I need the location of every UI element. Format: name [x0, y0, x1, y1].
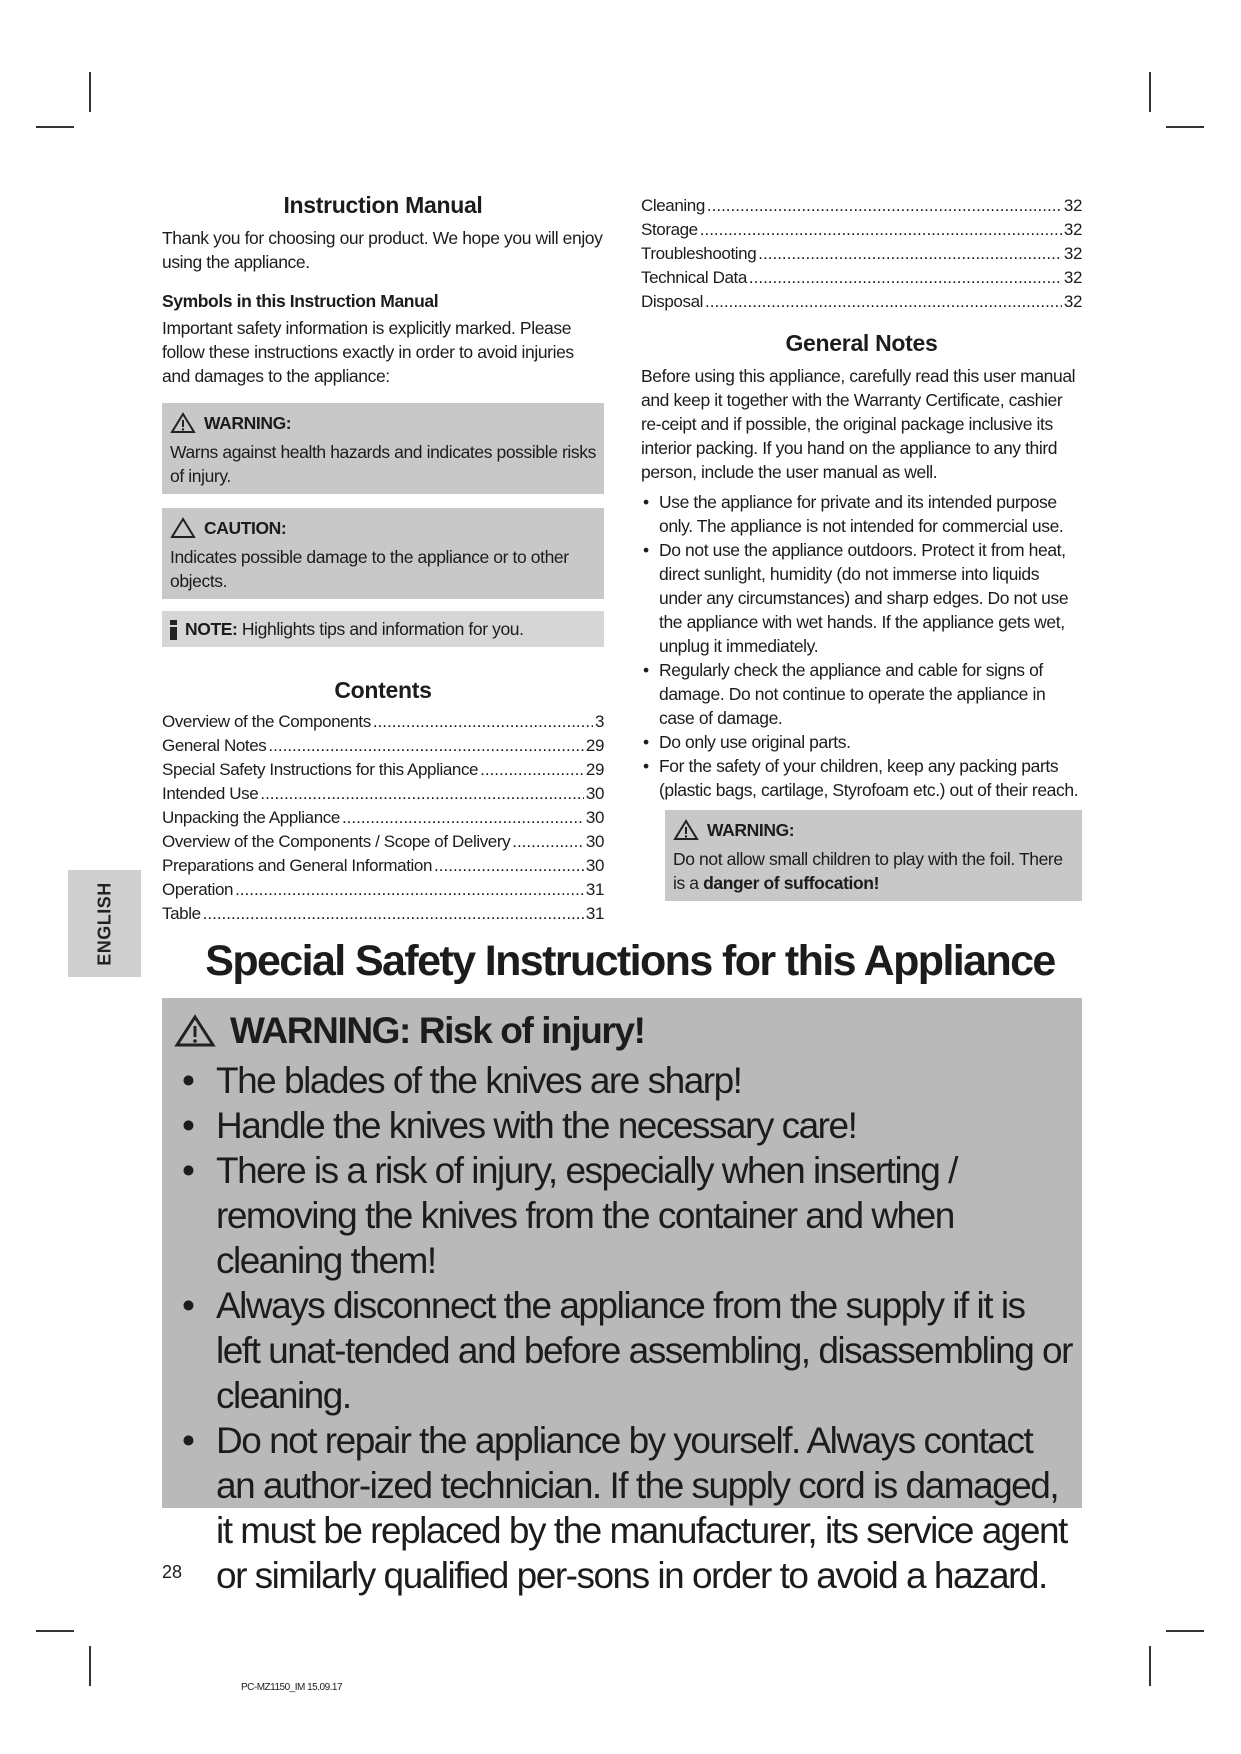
general-note-item: • For the safety of your children, keep any packing parts (plastic bags, cartilage, Styrofoam etc.) out of their reach.	[641, 754, 1082, 802]
special-warning-label: WARNING: Risk of injury!	[230, 1010, 645, 1051]
note-box	[162, 611, 604, 647]
toc-leader-dots	[705, 290, 1062, 314]
toc-entry	[162, 710, 604, 734]
contents-title: Contents	[334, 677, 432, 703]
caution-text: Indicates possible damage to the appliance or to other objects.	[170, 547, 569, 591]
toc-entry	[162, 902, 604, 926]
toc-leader-dots	[342, 806, 584, 830]
toc-entry-title: Special Safety Instructions for this Appliance	[162, 760, 479, 779]
left-column	[162, 192, 604, 926]
warning-box	[162, 403, 604, 494]
toc-entry	[162, 782, 604, 806]
toc-entry-title: Troubleshooting	[641, 244, 757, 263]
special-safety-item: • Do not repair the appliance by yourself. Always contact an author-ized technician. If the supply cord is damaged, it must be replaced by the manufacturer, its service agent or similarly qualified per-sons in order to avoid a hazard.	[174, 1418, 1072, 1598]
crop-mark	[36, 126, 74, 128]
toc-leader-dots	[480, 758, 584, 782]
toc-leader-dots	[260, 782, 584, 806]
language-tab-label: ENGLISH	[94, 881, 114, 966]
toc-leader-dots	[707, 194, 1062, 218]
symbols-text: Important safety information is explicitly marked. Please follow these instructions exactly in order to avoid injuries and damages to the appliance:	[162, 318, 574, 386]
toc-entry-title: Preparations and General Information	[162, 856, 433, 875]
special-safety-title: Special Safety Instructions for this Appliance	[205, 937, 1055, 985]
toc-entry	[641, 194, 1082, 218]
foil-warning-text: Do not allow small children to play with the foil. There is a	[673, 849, 1063, 893]
toc-entry-title: Technical Data	[641, 268, 747, 287]
toc-entry	[641, 218, 1082, 242]
toc-entry	[641, 242, 1082, 266]
toc-leader-dots	[235, 878, 584, 902]
toc-entry-title: Cleaning	[641, 196, 705, 215]
crop-mark	[1166, 126, 1204, 128]
note-label: NOTE:	[185, 619, 238, 639]
special-safety-item: • There is a risk of injury, especially when inserting / removing the knives from the container and when cleaning them!	[174, 1148, 1072, 1283]
toc-entry-title: Overview of the Components / Scope of Delivery	[162, 832, 511, 851]
crop-mark	[36, 1630, 74, 1632]
warning-triangle-icon	[174, 1014, 216, 1048]
toc-entry-title: Overview of the Components	[162, 712, 371, 731]
symbols-heading: Symbols in this Instruction Manual	[162, 291, 439, 311]
note-text: Highlights tips and information for you.	[241, 619, 524, 639]
toc-entry-page: 29	[585, 736, 604, 755]
intro-text: Thank you for choosing our product. We hope you will enjoy using the appliance.	[162, 228, 603, 272]
foil-warning-emphasis: danger of suffocation!	[703, 873, 880, 893]
caution-box	[162, 508, 604, 599]
toc-leader-dots	[268, 734, 583, 758]
toc-leader-dots	[758, 242, 1062, 266]
crop-mark	[1149, 1646, 1151, 1686]
special-safety-item: • The blades of the knives are sharp!	[174, 1058, 1072, 1103]
caution-triangle-icon	[170, 517, 196, 539]
contents-list	[162, 710, 604, 926]
toc-entry-page: 30	[585, 808, 604, 827]
toc-entry	[162, 830, 604, 854]
special-safety-item: • Always disconnect the appliance from the supply if it is left unat-tended and before assembling, disassembling or cleaning.	[174, 1283, 1072, 1418]
toc-entry-page: 32	[1063, 244, 1082, 263]
crop-mark	[1166, 1630, 1204, 1632]
warning-label: WARNING:	[204, 413, 292, 433]
general-notes-title: General Notes	[785, 330, 938, 356]
toc-entry-page: 31	[585, 880, 604, 899]
toc-entry-page: 32	[1063, 268, 1082, 287]
special-safety-list	[174, 1058, 1072, 1598]
foil-warning-box	[665, 810, 1082, 901]
general-note-item: • Do only use original parts.	[641, 730, 1082, 754]
general-note-item: • Use the appliance for private and its intended purpose only. The appliance is not intended for commercial use.	[641, 490, 1082, 538]
toc-leader-dots	[749, 266, 1062, 290]
warning-triangle-icon	[673, 819, 699, 841]
toc-entry	[162, 854, 604, 878]
language-tab	[68, 870, 141, 977]
toc-entry-page: 29	[585, 760, 604, 779]
toc-leader-dots	[434, 854, 584, 878]
general-notes-text: Before using this appliance, carefully read this user manual and keep it together with the Warranty Certificate, cashier re-ceipt and if possible, the original package inclusive its interior packing. If you hand on the appliance to any third person, include the user manual as well.	[641, 366, 1076, 482]
toc-entry-page: 30	[585, 856, 604, 875]
toc-leader-dots	[700, 218, 1062, 242]
foil-warning-label: WARNING:	[707, 820, 795, 840]
toc-entry-title: Unpacking the Appliance	[162, 808, 340, 827]
toc-entry-title: Operation	[162, 880, 234, 899]
manual-title: Instruction Manual	[283, 192, 483, 218]
toc-entry	[641, 290, 1082, 314]
toc-entry-title: General Notes	[162, 736, 267, 755]
toc-leader-dots	[512, 830, 584, 854]
toc-entry-page: 32	[1063, 196, 1082, 215]
general-note-item: • Do not use the appliance outdoors. Protect it from heat, direct sunlight, humidity (do not immerse into liquids under any circumstances) and sharp edges. Do not use the appliance with wet hands. If the appliance gets wet, unplug it immediately.	[641, 538, 1082, 658]
crop-mark	[89, 1646, 91, 1686]
toc-entry-page: 3	[594, 712, 604, 731]
info-icon	[170, 620, 177, 640]
crop-mark	[89, 72, 91, 112]
toc-entry-title: Storage	[641, 220, 698, 239]
crop-mark	[1149, 72, 1151, 112]
toc-entry-title: Intended Use	[162, 784, 259, 803]
contents-list-continued	[641, 194, 1082, 314]
right-column	[641, 194, 1082, 901]
warning-triangle-icon	[170, 412, 196, 434]
caution-label: CAUTION:	[204, 518, 287, 538]
general-note-item: • Regularly check the appliance and cable for signs of damage. Do not continue to operate the appliance in case of damage.	[641, 658, 1082, 730]
toc-entry-page: 31	[585, 904, 604, 923]
page-number: 28	[162, 1562, 183, 1582]
toc-entry	[162, 758, 604, 782]
toc-leader-dots	[373, 710, 593, 734]
toc-entry-page: 30	[585, 784, 604, 803]
special-safety-item: • Handle the knives with the necessary care!	[174, 1103, 1072, 1148]
toc-entry-title: Disposal	[641, 292, 703, 311]
footer-code: PC-MZ1150_IM 15.09.17	[241, 1682, 343, 1693]
toc-entry	[162, 734, 604, 758]
warning-text: Warns against health hazards and indicates possible risks of injury.	[170, 442, 596, 486]
toc-entry	[641, 266, 1082, 290]
toc-entry-title: Table	[162, 904, 201, 923]
toc-entry	[162, 878, 604, 902]
toc-leader-dots	[203, 902, 584, 926]
toc-entry	[162, 806, 604, 830]
toc-entry-page: 32	[1063, 292, 1082, 311]
toc-entry-page: 32	[1063, 220, 1082, 239]
general-notes-list	[641, 490, 1082, 802]
toc-entry-page: 30	[585, 832, 604, 851]
